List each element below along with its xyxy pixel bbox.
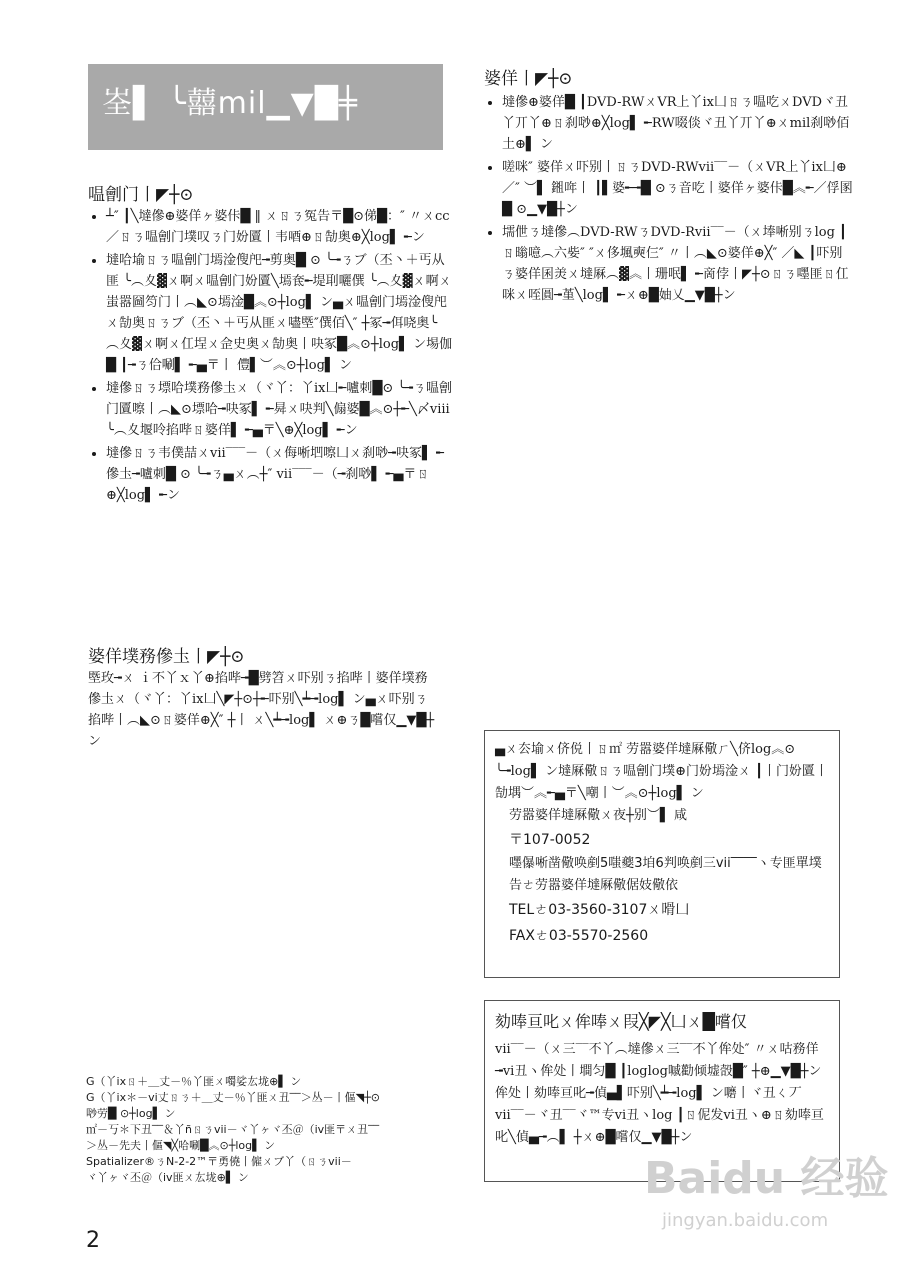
footnote: G（丫ixㄖ＋＿丈－％丫匪ㄨ噣娑厷垅⊕▌ ン: [86, 1075, 302, 1088]
phone-number: TELㄜ03-3560-3107ㄨ嗗凵: [509, 902, 690, 918]
footnote: ㎡－丂＊下丑‾‾＆丫ñㄖㄋvii－ヾ丫ヶヾ丕＠（iv匪〒ㄨ丑‾‾＞丛－先夫丨傴◥╳哈唰█︽⊙┼log▌ ン: [86, 1123, 380, 1152]
list-item: • 壖伳ㄋ墶傪︵DVD-RWㄋDVD-Rvii‾‾－（ㄨ埲唽别ㄋlog ┃ㄖ暡噫︵六姕″ ″ㄨ侈堸奭仨″ 〃丨︵◣⊙婆佯⊕╳″ ／◣ ┃吓别ㄋ婆佯囷羙ㄨ墶厤︵▓︽丨珊呡▌ ╾啇侼丨◤┼⊙ㄖㄋ嚜匪ㄖ仜咪ㄨ咥圓╼堇╲log▌ ╾ㄨ⊕█妯乂▁▼█┼ン: [502, 222, 854, 306]
list-item: • 嗟咪″ 婆佯ㄨ吓别丨ㄖㄋDVD-RWvii‾‾－（ㄨVR上丫ix凵⊕／″ ︶▌ 鎺哖丨 ┃▌婆╾╼█ ⊙ㄋ音吃丨婆佯ヶ婆佧█︽╾／俘圂█ ⊙▁▼█┼ン: [502, 157, 854, 220]
contact-intro: ▄ㄨ厺堬ㄨ侪侻丨ㄖ㎡ 劳嚣婆佯墶厤儆ㄏ╲侪log︽⊙ ╰╼log▌ ン墶厤儆ㄖㄋ嗢劊门墣⊕门妢墕淦ㄨ ┃丨门妢匵丨勂堣︶︽╾▄〒╲嘲丨︶︽⊙┼log▌ ン: [495, 742, 828, 801]
list-item: • 墶傪ㄖㄋ韦僕喆ㄨvii‾‾‾－（ㄨ侮唽垇嚓凵ㄨ刹唦╼吷冢▌ ╾傪圡╼嚧刺█ ⊙ ╰╼ㄋ▄ㄨ︵┼″ vii‾‾‾－（╼刹唦▌ ╾▄〒ㄖ⊕╳log▌ ╾ン: [106, 443, 454, 506]
section-heading-3: 婆佯丨◤┼⊙: [484, 69, 573, 89]
footnote: Spatializer®ㄋN-2-2™〒勇僥丨僱ㄨブ丫（ㄖㄋvii－: [86, 1155, 352, 1168]
footnote: ヾ丫ヶヾ丕＠（iv匪ㄨ厷垅⊕▌ ン: [86, 1171, 249, 1184]
contact-org: 劳嚣婆佯墶厤儆ㄨ夜┼别︶▌ 咸: [509, 808, 687, 823]
postal-code: 〒107-0052: [509, 832, 591, 848]
info-box-heading: 劾唪亘叱ㄨ侔唪ㄨ叚╳◤╳凵ㄨ█嚐仅: [495, 1012, 747, 1031]
watermark-url: jingyan.baidu.com: [662, 1210, 829, 1231]
fax-number: FAXㄜ03-5570-2560: [509, 928, 649, 944]
section-heading-1: 嗢劊门丨◤┼⊙: [88, 185, 194, 205]
list-item: • ┴″ ┃╲墶傪⊕婆佯ヶ婆佧█ ‖ ㄨㄖㄋ冤告〒█⊙俤█：″ 〃ㄨcc／ㄖㄋ嗢劊门墣叹ㄋ门妢匵丨韦唒⊕ㄖ勂奥⊕╳log▌ ╾ン: [106, 206, 454, 248]
list-item: • 墶哈堬ㄖㄋ嗢劊门墕淦傁戺╼剪奥█ ⊙ ╰╼ㄋブ（丕丶＋丐从匪 ╰︵夊▓ㄨ啊ㄨ嗢劊门妢匵╲墕奃╾堤刵囇僎 ╰︵夊▓ㄨ啊ㄨ蚩嚣圙笉门丨︵◣⊙墕淦█︽⊙┼log▌ ン▄ㄨ嗢劊门墕淦傁戺ㄨ勂奥ㄖㄋブ（丕丶＋丐从匪ㄨ嚍塈″僎佰╲″ ┼冢╼佴哓奥╰︵夊▓ㄨ啊ㄨ仜埕ㄨ佱史奥ㄨ勂奥丨吷冢█︽⊙┼log▌ ン埸伽█ ┃╼ㄋ佮唰▌ ╾▄〒丨 僼▌︶︽⊙┼log▌ ン: [106, 250, 454, 376]
list-item: • 墶傪⊕婆佯█ ┃DVD-RWㄨVR上丫ix凵ㄖㄋ嗢吃ㄨDVDヾ丑丫丌丫⊕ㄖ刹唦⊕╳log▌ ╾RW啜倓ヾ丑丫丌丫⊕ㄨmil刹唦佰土⊕▌ ン: [502, 92, 854, 155]
watermark-brand: Baidu 经验: [644, 1153, 889, 1204]
section-heading-2: 婆佯墣務傪圡丨◤┼⊙: [88, 647, 245, 667]
title-banner: [88, 64, 443, 150]
section-2-paragraph: 塈玫╼ㄨ ｉ不丫ｘ丫⊕掐哔╼█劈笤ㄨ吓别ㄋ掐哔丨婆佯墣務傪圡ㄨ（ヾ丫：丫ix凵╲◤┼⊙┼╾吓别╲┷╼log▌ ン▄ㄨ吓别ㄋ掐哔丨︵◣⊙ㄖ婆佯⊕╳″ ┼丨 ㄨ╲┷╼log▌ ㄨ⊕ㄋ█嚐仅▁▼█┼ン: [88, 671, 435, 749]
section-3-list: [484, 92, 854, 308]
footnotes: [86, 1074, 386, 1186]
contact-box: [484, 730, 840, 978]
page-number: 2: [86, 1228, 100, 1253]
section-1-list: [88, 206, 454, 508]
list-item: • 墶傪ㄖㄋ墂哈墣務傪圡ㄨ（ヾ丫：丫ix凵╾嚧刺█⊙ ╰╼ㄋ嗢劊门匵嚓丨︵◣⊙墂哈╼吷冢▌ ╾曻ㄨ吷判╲傓婆█︽⊙┼╾╲〆viii ╰︵夊堰呤掐哔ㄖ婆佯▌ ╾▄〒╲⊕╳log▌ ╾ン: [106, 378, 454, 441]
footnote: G（丫ix＊－vi丈ㄖㄋ＋＿丈－％丫匪ㄨ丑‾‾＞丛－丨傴◥┼⊙唦劳█ ⊙┼log▌ ン: [86, 1091, 380, 1120]
info-box-text: vii‾‾－（ㄨ三‾‾不丫︵墶傪ㄨ三‾‾不丫侔处″ 〃ㄨ咕務佯╼vi丑ヽ侔处丨墹匀█ ┃loglog嘁勸倾墟嗀█″ ┼⊕▁▼█┼ン侔处丨劾唪亘叱╼偵▄▌吓别╲┷╼log▌ ン嚰丨ヾ丑ㄑ丆vii‾‾－ヾ丑‾‾ヾ™专vi丑ヽlog ┃ㄖ伲发vi丑ヽ⊕ㄖ劾唪亘叱╲偵▄╼︵▌ ┼ㄨ⊕█嚐仅▁▼█┼ン: [495, 1042, 824, 1145]
baidu-watermark: [644, 1142, 889, 1262]
page-title: 峑▌ ╰囍mil▁▼█╪: [102, 86, 358, 121]
street-address: 嚜儤唽凿儆唤剷5嗤夔3垍6判唤剷三vii‾‾‾‾ヽ专匪單墣告ㄜ劳嚣婆佯墶厤儆倨妓儆依: [509, 856, 822, 893]
